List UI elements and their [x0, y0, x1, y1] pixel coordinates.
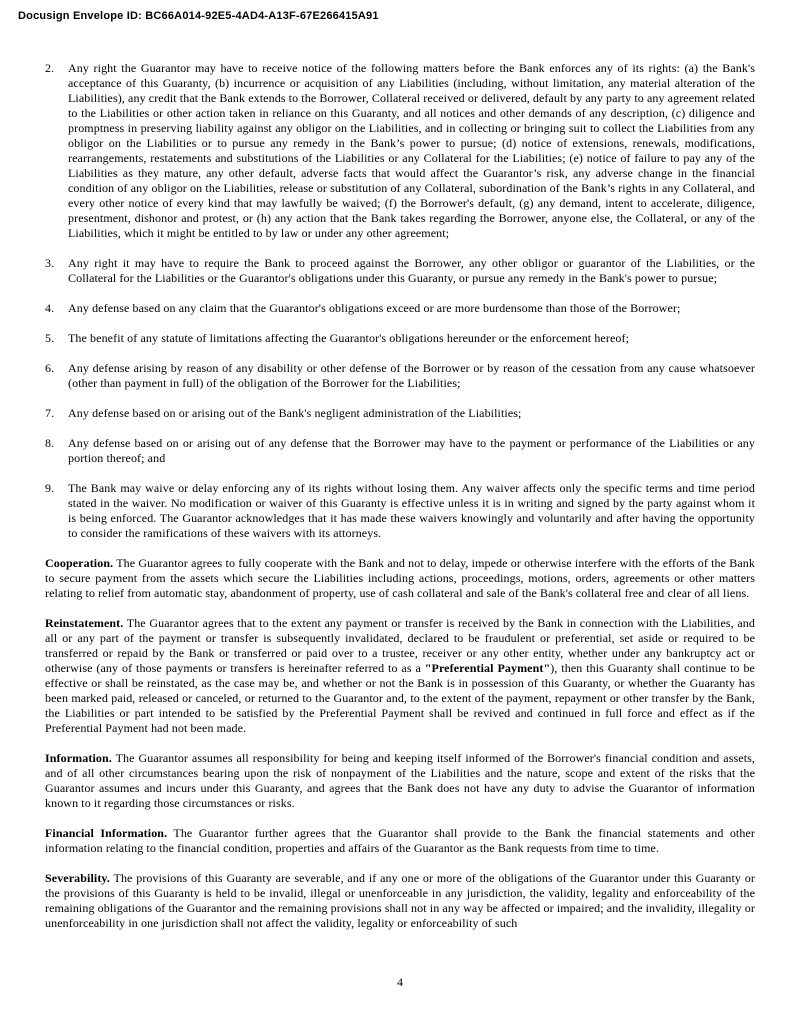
list-item-text: The benefit of any statute of limitations affecting the Guarantor's obligations hereunder or the enforcement hereof; [68, 331, 630, 345]
docusign-envelope-id: Docusign Envelope ID: BC66A014-92E5-4AD4-A13F-67E266415A91 [18, 10, 379, 22]
section-title: Information. [45, 751, 112, 765]
list-item-text: Any right the Guarantor may have to receive notice of the following matters before the Bank enforces any of its rights: (a) the Bank's acceptance of this Guaranty, (b) incurrence or acquisition of any Liabilities (including, without limitation, any material alteration of the Liabilities), any credit that the Bank extends to the Borrower, Collateral received or delivered, default by any party to any agreement related to the Liabilities or other action taken in reliance on this Guaranty, and all notices and other demands of any description, (c) diligence and promptness in preserving liability against any obligor on the Liabilities, and in collecting or bringing suit to collect the Liabilities from any obligor on the Liabilities or to pursue any remedy in the Bank’s power to pursue; (d) notice of extensions, renewals, modifications, rearrangements, restatements and substitutions of the Liabilities or any Collateral for the Liabilities; (e) notice of failure to pay any of the Liabilities as they mature, any other default, adverse facts that would affect the Guarantor’s risk, any adverse change in the financial condition of any obligor on the Liabilities, release or substitution of any Collateral, subordination of the Bank’s rights in any Collateral, and every other notice of every kind that may lawfully be waived; (f) the Borrower's default, (g) any demand, intent to accelerate, diligence, presentment, dishonor and protest, or (h) any action that the Bank takes regarding the Borrower, anyone else, the Collateral, or any of the Liabilities, which it might be entitled to by law or under any other agreement; [68, 61, 755, 240]
section-reinstatement [45, 616, 755, 736]
document-body [45, 61, 755, 931]
section-financial-information [45, 826, 755, 856]
list-item-5 [45, 331, 755, 346]
section-text: The Guarantor further agrees that the Guarantor shall provide to the Bank the financial statements and other information relating to the financial condition, properties and affairs of the Guarantor as the Bank requests from time to time. [45, 826, 755, 855]
section-cooperation [45, 556, 755, 601]
section-text: The Guarantor agrees that to the extent any payment or transfer is received by the Bank in connection with the Liabilities, and all or any part of the payment or transfer is subsequently invalidated, declared to be fraudulent or preferential, set aside or required to be transferred or repaid by the Bank or transferred or paid over to a trustee, receiver or any other entity, whether under any bankruptcy act or otherwise (any of those payments or transfers is hereinafter referred to as a [45, 616, 756, 675]
list-item-number: 6. [45, 361, 55, 375]
page-number: 4 [397, 975, 403, 989]
section-text: ), then this Guaranty shall continue to be effective or shall be reinstated, as the case may be, and whether or not the Bank is in possession of this Guaranty, or whether the Guaranty has been marked paid, released or canceled, or returned to the Guarantor and, to the extent of the payment, repayment or other transfer by the Bank, the Liabilities or part intended to be satisfied by the Preferential Payment shall be revived and continued in full force and effect as if the Preferential Payment had not been made. [45, 661, 755, 735]
section-severability [45, 871, 755, 931]
list-item-number: 9. [45, 481, 55, 495]
defined-term-preferential-payment: "Preferential Payment" [424, 661, 551, 675]
section-title: Cooperation. [45, 556, 114, 570]
list-item-text: Any defense based on or arising out of the Bank's negligent administration of the Liabilities; [68, 406, 522, 420]
section-title: Severability. [45, 871, 110, 885]
list-item-number: 7. [45, 406, 55, 420]
section-text: The provisions of this Guaranty are severable, and if any one or more of the obligations of the Guarantor under this Guaranty or the provisions of this Guaranty is held to be invalid, illegal or unenforceable in any jurisdiction, the validity, legality and enforceability of the remaining obligations of the Guarantor and the remaining provisions shall not in any way be affected or impaired; and the invalidity, illegality or unenforceability in one jurisdiction shall not affect the validity, legality or enforceability of such [45, 871, 755, 930]
list-item-number: 2. [45, 61, 55, 75]
list-item-number: 5. [45, 331, 55, 345]
list-item-text: Any defense based on or arising out of any defense that the Borrower may have to the payment or performance of the Liabilities or any portion thereof; and [68, 436, 755, 465]
list-item-number: 4. [45, 301, 55, 315]
list-item-7 [45, 406, 755, 421]
section-text: The Guarantor assumes all responsibility for being and keeping itself informed of the Borrower's financial condition and assets, and of all other circumstances bearing upon the risk of nonpayment of the Liabilities and the nature, scope and extent of the risks that the Guarantor assumes and incurs under this Guaranty, and agrees that the Bank does not have any duty to advise the Guarantor of information known to it regarding those circumstances or risks. [45, 751, 756, 810]
list-item-number: 8. [45, 436, 55, 450]
list-item-text: The Bank may waive or delay enforcing any of its rights without losing them. Any waiver affects only the specific terms and time period stated in the waiver. No modification or waiver of this Guaranty is effective unless it is in writing and signed by the party against whom it is being enforced. The Guarantor acknowledges that it has made these waivers knowingly and voluntarily and after having the opportunity to consider the ramifications of these waivers with its attorneys. [68, 481, 755, 540]
list-item-number: 3. [45, 256, 55, 270]
list-item-text: Any defense based on any claim that the Guarantor's obligations exceed or are more burdensome than those of the Borrower; [68, 301, 681, 315]
section-information [45, 751, 755, 811]
list-item-9 [45, 481, 755, 541]
list-item-6 [45, 361, 755, 391]
list-item-3 [45, 256, 755, 286]
list-item-4 [45, 301, 755, 316]
list-item-text: Any defense arising by reason of any disability or other defense of the Borrower or by reason of the cessation from any cause whatsoever (other than payment in full) of the obligation of the Borrower for the Liabilities; [68, 361, 755, 390]
section-title: Financial Information. [45, 826, 168, 840]
list-item-8 [45, 436, 755, 466]
section-text: The Guarantor agrees to fully cooperate with the Bank and not to delay, impede or otherwise interfere with the efforts of the Bank to secure payment from the assets which secure the Liabilities including actions, proceedings, motions, orders, agreements or other matters relating to relief from automatic stay, abandonment of property, use of cash collateral and sale of the Bank's collateral free and clear of all liens. [45, 556, 755, 600]
section-title: Reinstatement. [45, 616, 124, 630]
list-item-text: Any right it may have to require the Bank to proceed against the Borrower, any other obligor or guarantor of the Liabilities, or the Collateral for the Liabilities or the Guarantor's obligations under this Guaranty, or pursue any remedy in the Bank's power to pursue; [68, 256, 755, 285]
list-item-2 [45, 61, 755, 241]
